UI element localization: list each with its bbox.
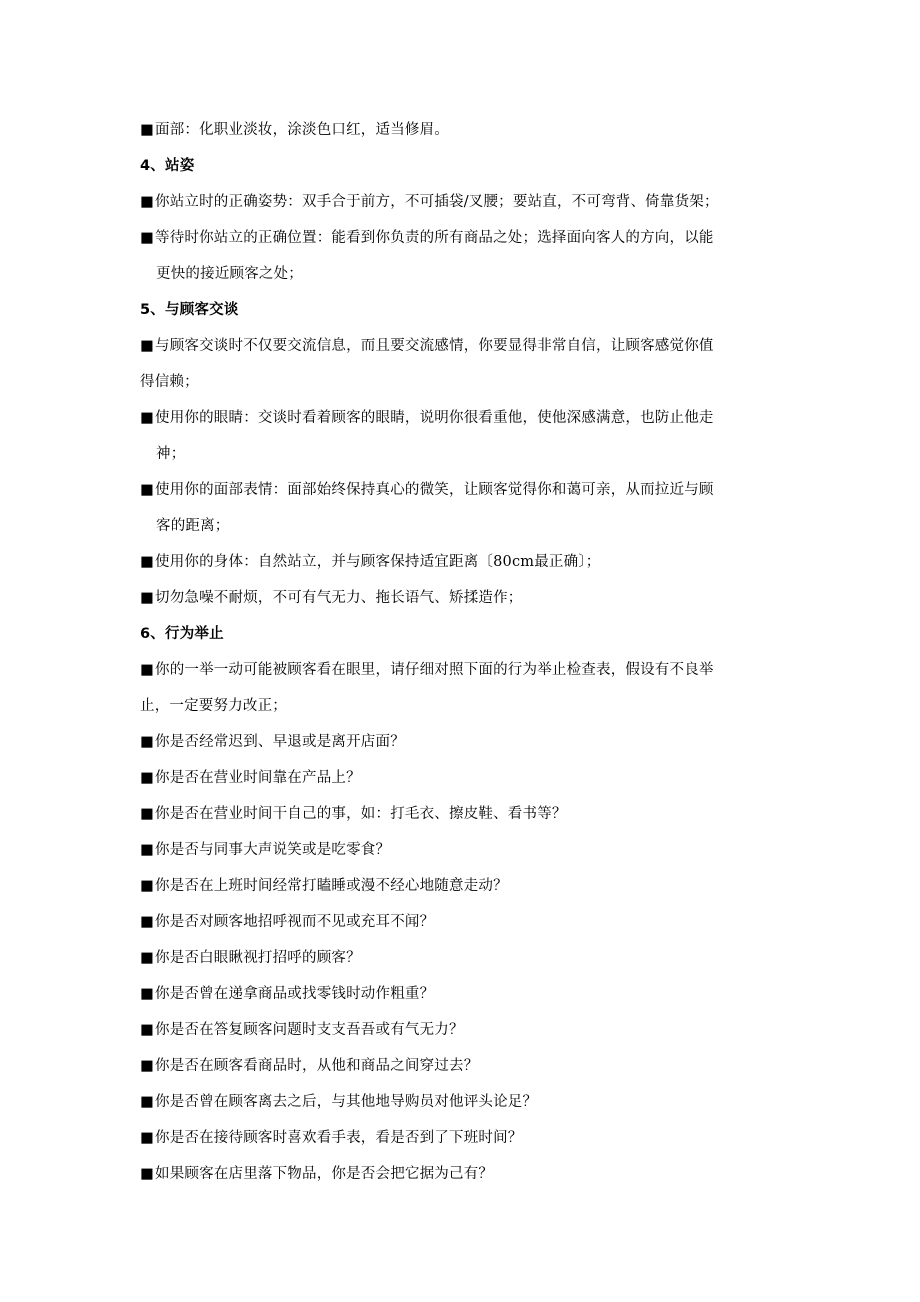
- square-bullet-icon: ■: [140, 194, 154, 210]
- section-heading: 4、站姿: [140, 158, 195, 174]
- square-bullet-icon: ■: [140, 554, 154, 570]
- bullet-text: 面部：化职业淡妆，涂淡色口红，适当修眉。: [155, 122, 449, 138]
- paragraph-text: 得信赖；: [140, 374, 199, 390]
- bullet-item: [140, 1156, 780, 1192]
- bullet-text: 使用你的面部表情：面部始终保持真心的微笑，让顾客觉得你和蔼可亲，从而拉近与顾: [155, 482, 714, 498]
- bullet-text: 你站立时的正确姿势：双手合于前方，不可插袋/叉腰；要站直，不可弯背、倚靠货架；: [155, 194, 719, 210]
- bullet-text: 你是否经常迟到、早退或是离开店面？: [155, 734, 405, 750]
- bullet-text: 如果顾客在店里落下物品，你是否会把它据为己有？: [155, 1166, 494, 1182]
- bullet-item: [140, 904, 780, 940]
- square-bullet-icon: ■: [140, 590, 154, 606]
- square-bullet-icon: ■: [140, 1058, 154, 1074]
- bullet-item: [140, 328, 780, 364]
- square-bullet-icon: ■: [140, 842, 154, 858]
- bullet-item: [140, 184, 780, 220]
- square-bullet-icon: ■: [140, 1166, 154, 1182]
- bullet-item: [140, 976, 780, 1012]
- bullet-item: [140, 760, 780, 796]
- square-bullet-icon: ■: [140, 338, 154, 354]
- continuation-text: 客的距离；: [156, 518, 230, 534]
- square-bullet-icon: ■: [140, 230, 154, 246]
- bullet-text: 你是否曾在顾客离去之后，与其他地导购员对他评头论足？: [155, 1094, 538, 1110]
- bullet-item: [140, 112, 780, 148]
- section-heading: 5、与顾客交谈: [140, 302, 239, 318]
- continuation-text: 更快的接近顾客之处；: [156, 266, 303, 282]
- continuation-text: 神；: [156, 446, 186, 462]
- bullet-text: 你是否在接待顾客时喜欢看手表，看是否到了下班时间？: [155, 1130, 523, 1146]
- bullet-item: [140, 796, 780, 832]
- square-bullet-icon: ■: [140, 986, 154, 1002]
- square-bullet-icon: ■: [140, 122, 154, 138]
- bullet-item: [140, 472, 780, 508]
- bullet-item: [140, 1120, 780, 1156]
- bullet-text: 与顾客交谈时不仅要交流信息，而且要交流感情，你要显得非常自信，让顾客感觉你值: [155, 338, 714, 354]
- square-bullet-icon: ■: [140, 806, 154, 822]
- bullet-item: [140, 400, 780, 436]
- bullet-text: 你是否白眼瞅视打招呼的顾客？: [155, 950, 361, 966]
- square-bullet-icon: ■: [140, 770, 154, 786]
- bullet-text: 使用你的身体：自然站立，并与顾客保持适宜距离〔80cm最正确〕；: [155, 554, 601, 570]
- bullet-item: [140, 1048, 780, 1084]
- section-heading: 6、行为举止: [140, 626, 224, 642]
- bullet-text: 切勿急噪不耐烦，不可有气无力、拖长语气、矫揉造作；: [155, 590, 523, 606]
- bullet-text: 使用你的眼睛：交谈时看着顾客的眼睛，说明你很看重他，使他深感满意，也防止他走: [155, 410, 714, 426]
- bullet-item: [140, 868, 780, 904]
- bullet-item: [140, 940, 780, 976]
- square-bullet-icon: ■: [140, 734, 154, 750]
- square-bullet-icon: ■: [140, 1094, 154, 1110]
- bullet-text: 你是否曾在递拿商品或找零钱时动作粗重？: [155, 986, 435, 1002]
- bullet-text: 你是否在营业时间干自己的事，如：打毛衣、擦皮鞋、看书等？: [155, 806, 567, 822]
- bullet-text: 你是否与同事大声说笑或是吃零食？: [155, 842, 391, 858]
- square-bullet-icon: ■: [140, 410, 154, 426]
- bullet-text: 你的一举一动可能被顾客看在眼里，请仔细对照下面的行为举止检查表，假设有不良举: [155, 662, 714, 678]
- square-bullet-icon: ■: [140, 1022, 154, 1038]
- bullet-text: 你是否在答复顾客问题时支支吾吾或有气无力？: [155, 1022, 464, 1038]
- bullet-text: 你是否在顾客看商品时，从他和商品之间穿过去？: [155, 1058, 479, 1074]
- bullet-text: 你是否在营业时间靠在产品上？: [155, 770, 361, 786]
- square-bullet-icon: ■: [140, 482, 154, 498]
- bullet-item: [140, 832, 780, 868]
- bullet-text: 等待时你站立的正确位置：能看到你负责的所有商品之处；选择面向客人的方向，以能: [155, 230, 714, 246]
- bullet-text: 你是否在上班时间经常打瞌睡或漫不经心地随意走动？: [155, 878, 508, 894]
- bullet-item: [140, 1012, 780, 1048]
- square-bullet-icon: ■: [140, 914, 154, 930]
- square-bullet-icon: ■: [140, 878, 154, 894]
- document-page: [140, 112, 780, 1192]
- square-bullet-icon: ■: [140, 950, 154, 966]
- square-bullet-icon: ■: [140, 662, 154, 678]
- bullet-text: 你是否对顾客地招呼视而不见或充耳不闻？: [155, 914, 435, 930]
- paragraph-text: 止，一定要努力改正；: [140, 698, 287, 714]
- bullet-item: [140, 652, 780, 688]
- bullet-item: [140, 724, 780, 760]
- bullet-item: [140, 580, 780, 616]
- bullet-item: [140, 220, 780, 256]
- bullet-item: [140, 1084, 780, 1120]
- bullet-item: [140, 544, 780, 580]
- square-bullet-icon: ■: [140, 1130, 154, 1146]
